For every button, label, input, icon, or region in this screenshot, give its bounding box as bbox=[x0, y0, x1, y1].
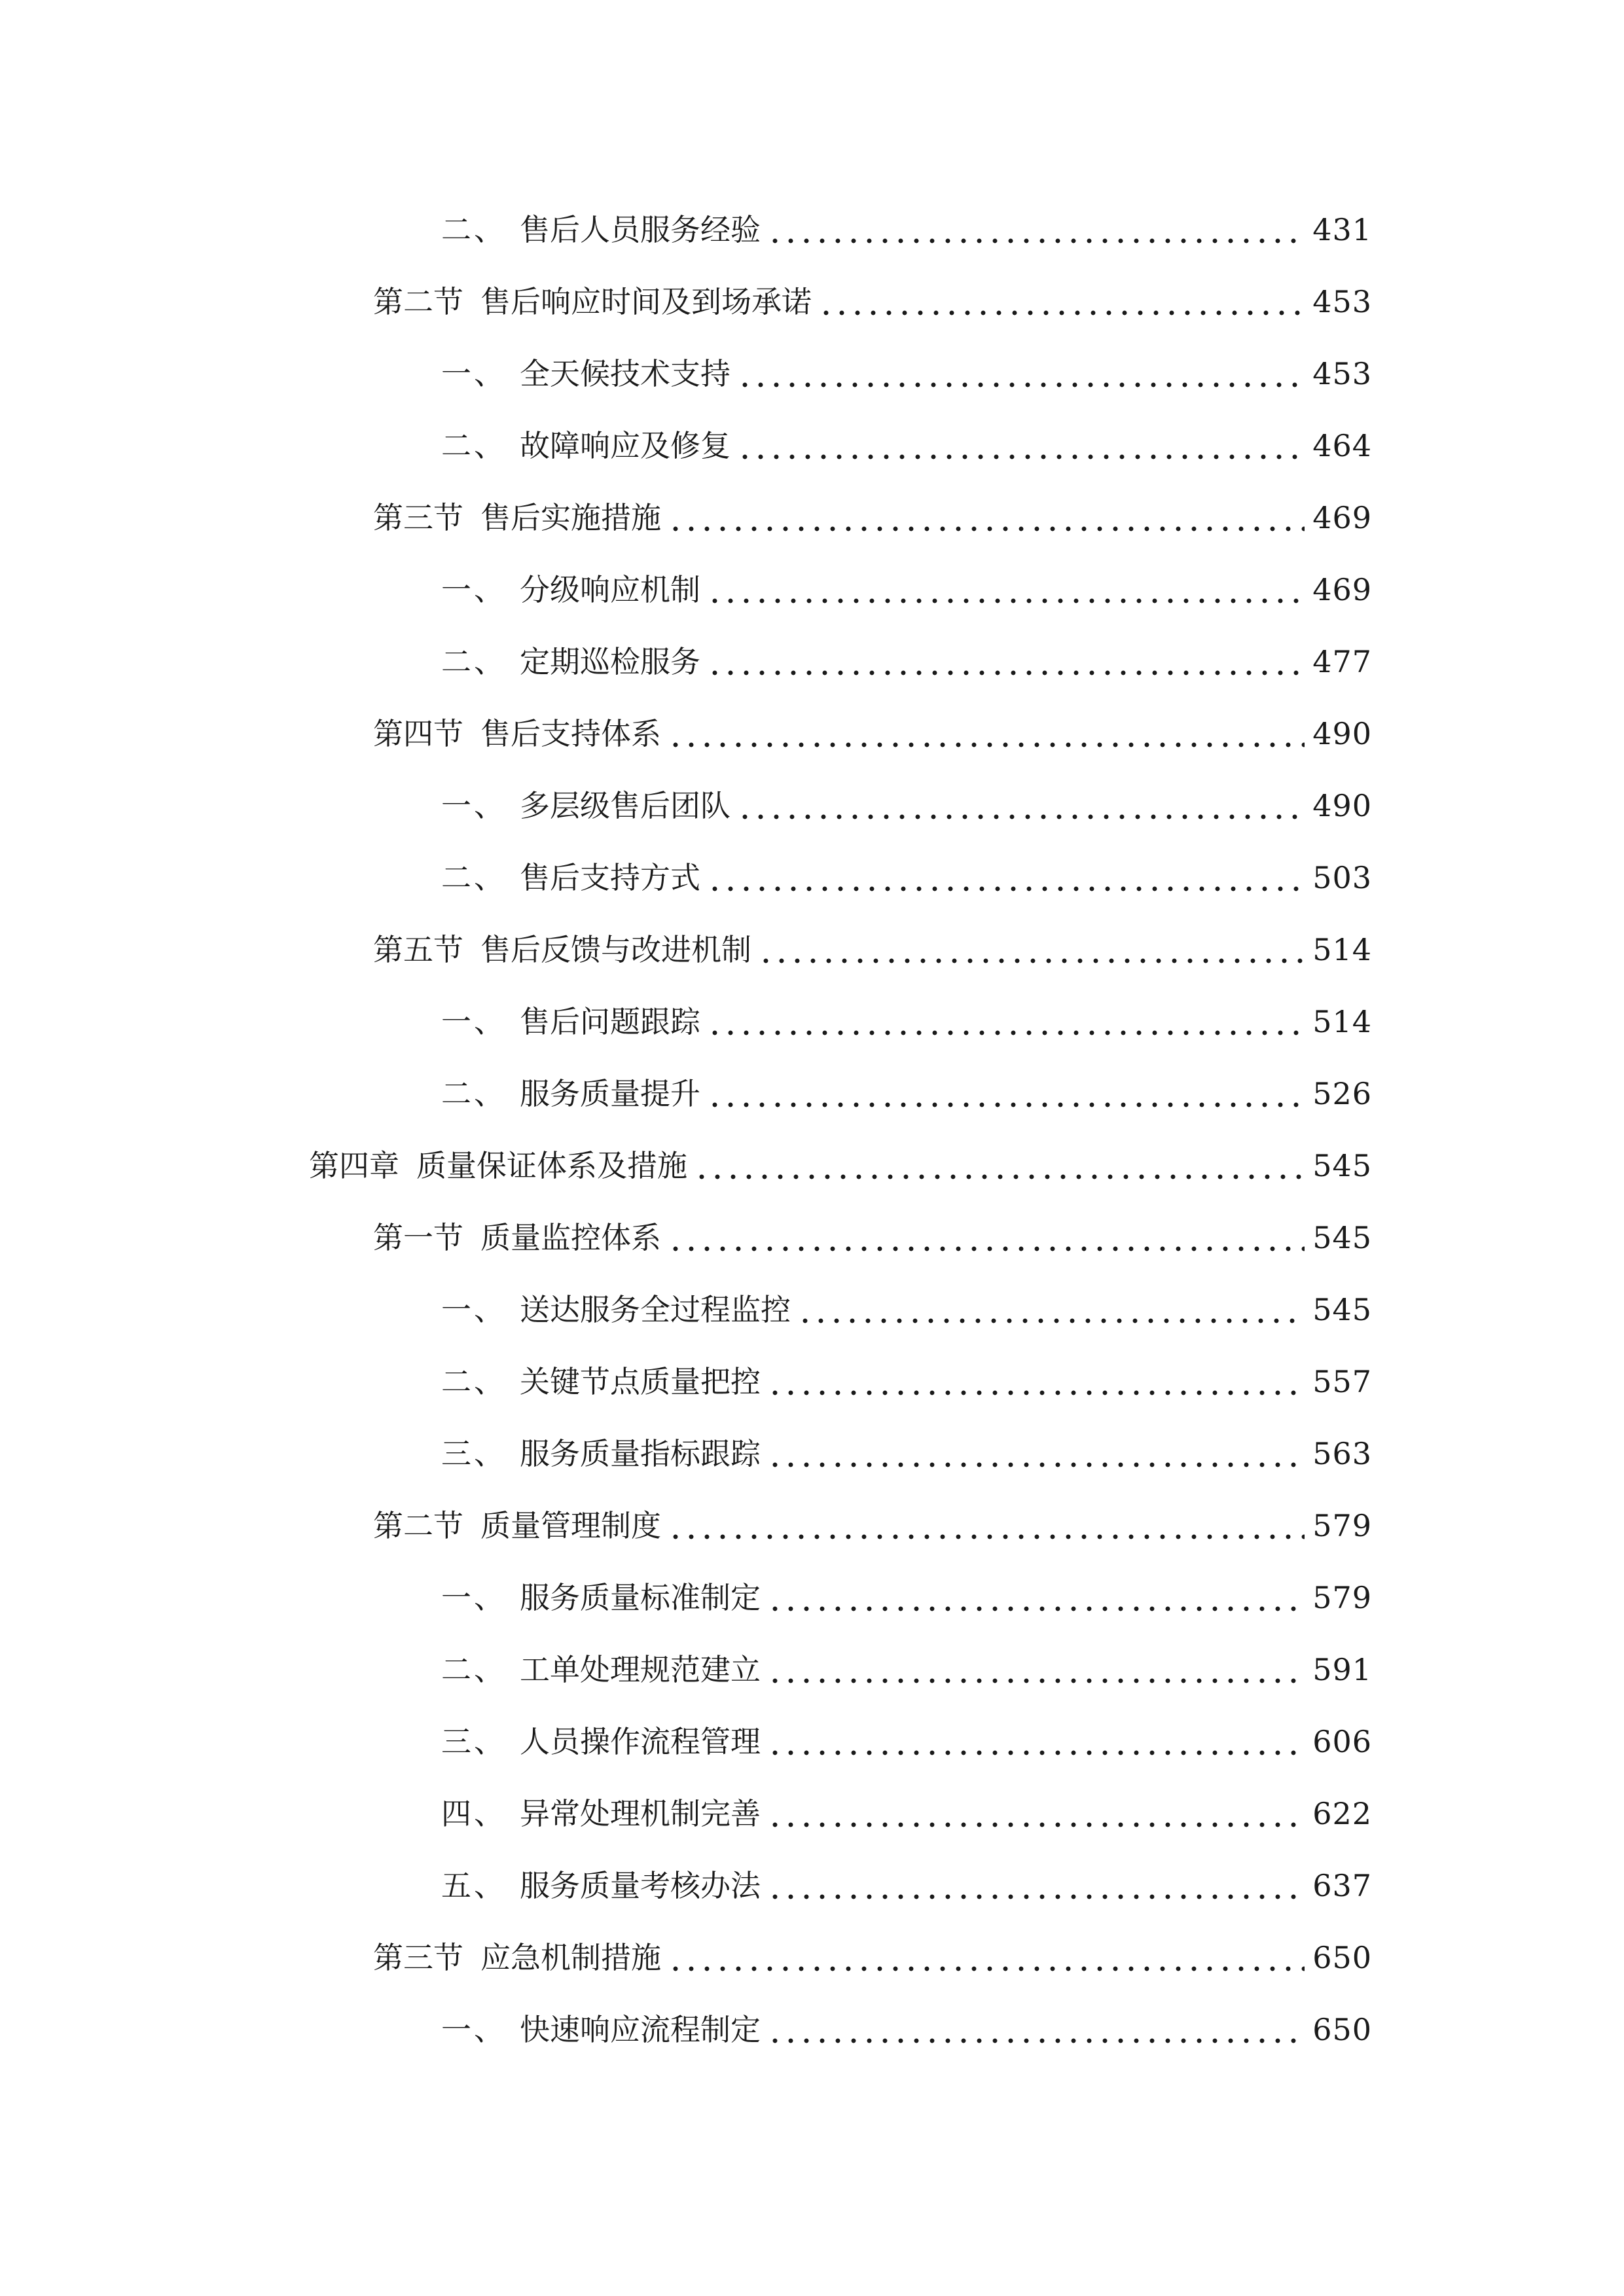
toc-entry-title: 工单处理规范建立 bbox=[520, 1652, 761, 1687]
toc-entry-title: 送达服务全过程监控 bbox=[520, 1292, 791, 1327]
toc-entry[interactable] bbox=[373, 711, 1372, 757]
toc-entry-title: 服务质量标准制定 bbox=[520, 1580, 761, 1615]
toc-entry-page: 453 bbox=[1312, 356, 1372, 391]
toc-entry-title: 定期巡检服务 bbox=[520, 644, 700, 679]
toc-entry[interactable] bbox=[441, 783, 1372, 829]
dot-leader bbox=[707, 1071, 1305, 1117]
toc-entry-page: 514 bbox=[1312, 1004, 1372, 1039]
dot-leader bbox=[767, 1431, 1305, 1477]
toc-entry-page: 637 bbox=[1312, 1868, 1372, 1903]
toc-entry[interactable] bbox=[373, 927, 1372, 973]
dot-leader bbox=[767, 1575, 1305, 1621]
dot-leader bbox=[668, 1935, 1305, 1981]
toc-entry-page: 650 bbox=[1312, 1940, 1372, 1975]
toc-entry-title: 售后反馈与改进机制 bbox=[480, 932, 751, 967]
toc-entry-number: 一、 bbox=[441, 2012, 507, 2047]
toc-entry-number: 第二节 bbox=[373, 1508, 463, 1543]
toc-entry[interactable] bbox=[441, 1359, 1372, 1405]
toc-entry-page: 579 bbox=[1312, 1508, 1372, 1543]
toc-entry[interactable] bbox=[373, 1935, 1372, 1981]
toc-entry-number: 第四章 bbox=[309, 1148, 399, 1183]
toc-entry-page: 431 bbox=[1312, 212, 1372, 247]
toc-entry-number: 二、 bbox=[441, 1076, 507, 1111]
toc-entry[interactable] bbox=[441, 1431, 1372, 1477]
toc-entry-title: 服务质量指标跟踪 bbox=[520, 1436, 761, 1471]
toc-entry-title: 售后问题跟踪 bbox=[520, 1004, 700, 1039]
dot-leader bbox=[707, 639, 1305, 685]
toc-entry-page: 453 bbox=[1312, 284, 1372, 319]
dot-leader bbox=[767, 1359, 1305, 1405]
toc-entry-title: 售后支持方式 bbox=[520, 860, 700, 895]
toc-entry-number: 二、 bbox=[441, 860, 507, 895]
dot-leader bbox=[737, 351, 1305, 397]
toc-entry-number: 五、 bbox=[441, 1868, 507, 1903]
dot-leader bbox=[767, 2007, 1305, 2053]
toc-entry-page: 579 bbox=[1312, 1580, 1372, 1615]
toc-entry[interactable] bbox=[309, 1143, 1372, 1189]
toc-entry-number: 一、 bbox=[441, 1580, 507, 1615]
dot-leader bbox=[737, 783, 1305, 829]
toc-entry-number: 一、 bbox=[441, 788, 507, 823]
toc-entry-title: 质量监控体系 bbox=[480, 1220, 661, 1255]
toc-entry-page: 545 bbox=[1312, 1292, 1372, 1327]
dot-leader bbox=[737, 423, 1305, 469]
dot-leader bbox=[767, 207, 1305, 253]
toc-entry[interactable] bbox=[441, 1071, 1372, 1117]
toc-entry[interactable] bbox=[373, 495, 1372, 541]
toc-entry-number: 二、 bbox=[441, 1652, 507, 1687]
toc-entry-number: 第三节 bbox=[373, 1940, 463, 1975]
dot-leader bbox=[767, 1791, 1305, 1837]
toc-entry[interactable] bbox=[373, 1503, 1372, 1549]
toc-entry-page: 514 bbox=[1312, 932, 1372, 967]
toc-entry[interactable] bbox=[441, 567, 1372, 613]
toc-entry-page: 622 bbox=[1312, 1796, 1372, 1831]
toc-entry[interactable] bbox=[441, 423, 1372, 469]
toc-entry-title: 质量保证体系及措施 bbox=[416, 1148, 687, 1183]
toc-entry-title: 异常处理机制完善 bbox=[520, 1796, 761, 1831]
dot-leader bbox=[707, 855, 1305, 901]
toc-entry-page: 606 bbox=[1312, 1724, 1372, 1759]
dot-leader bbox=[707, 999, 1305, 1045]
toc-entry-title: 服务质量提升 bbox=[520, 1076, 700, 1111]
toc-entry-title: 关键节点质量把控 bbox=[520, 1364, 761, 1399]
toc-entry-page: 469 bbox=[1312, 572, 1372, 607]
toc-entry-number: 第四节 bbox=[373, 716, 463, 751]
toc-entry[interactable] bbox=[441, 207, 1372, 253]
toc-entry[interactable] bbox=[441, 855, 1372, 901]
toc-entry-number: 第五节 bbox=[373, 932, 463, 967]
toc-entry-page: 464 bbox=[1312, 428, 1372, 463]
toc-entry[interactable] bbox=[441, 1287, 1372, 1333]
toc-entry-title: 售后支持体系 bbox=[480, 716, 661, 751]
toc-entry-number: 二、 bbox=[441, 644, 507, 679]
toc-entry-page: 650 bbox=[1312, 2012, 1372, 2047]
toc-entry-page: 526 bbox=[1312, 1076, 1372, 1111]
toc-entry-page: 557 bbox=[1312, 1364, 1372, 1399]
dot-leader bbox=[818, 279, 1305, 325]
toc-entry-title: 售后响应时间及到场承诺 bbox=[480, 284, 812, 319]
toc-entry[interactable] bbox=[441, 999, 1372, 1045]
toc-entry-number: 一、 bbox=[441, 572, 507, 607]
toc-entry-page: 490 bbox=[1312, 716, 1372, 751]
toc-entry[interactable] bbox=[441, 351, 1372, 397]
dot-leader bbox=[668, 1503, 1305, 1549]
toc-entry[interactable] bbox=[441, 1575, 1372, 1621]
dot-leader bbox=[707, 567, 1305, 613]
toc-entry-number: 二、 bbox=[441, 212, 507, 247]
toc-entry-page: 477 bbox=[1312, 644, 1372, 679]
toc-entry[interactable] bbox=[373, 279, 1372, 325]
toc-entry-number: 一、 bbox=[441, 356, 507, 391]
toc-entry-title: 人员操作流程管理 bbox=[520, 1724, 761, 1759]
toc-entry[interactable] bbox=[441, 639, 1372, 685]
dot-leader bbox=[694, 1143, 1305, 1189]
toc-entry[interactable] bbox=[441, 1863, 1372, 1909]
toc-entry[interactable] bbox=[441, 2007, 1372, 2053]
toc-entry-title: 分级响应机制 bbox=[520, 572, 700, 607]
toc-entry-title: 质量管理制度 bbox=[480, 1508, 661, 1543]
toc-entry-number: 二、 bbox=[441, 428, 507, 463]
toc-entry-page: 490 bbox=[1312, 788, 1372, 823]
dot-leader bbox=[668, 495, 1305, 541]
toc-entry-page: 545 bbox=[1312, 1148, 1372, 1183]
toc-entry-number: 第三节 bbox=[373, 500, 463, 535]
dot-leader bbox=[797, 1287, 1305, 1333]
toc-entry-title: 故障响应及修复 bbox=[520, 428, 731, 463]
toc-entry-page: 503 bbox=[1312, 860, 1372, 895]
toc-entry-title: 售后人员服务经验 bbox=[520, 212, 761, 247]
toc-entry-number: 四、 bbox=[441, 1796, 507, 1831]
toc-entry-number: 三、 bbox=[441, 1436, 507, 1471]
toc-entry-title: 快速响应流程制定 bbox=[520, 2012, 761, 2047]
toc-entry-number: 第一节 bbox=[373, 1220, 463, 1255]
toc-entry-title: 多层级售后团队 bbox=[520, 788, 731, 823]
toc-entry-title: 服务质量考核办法 bbox=[520, 1868, 761, 1903]
toc-entry-title: 售后实施措施 bbox=[480, 500, 661, 535]
dot-leader bbox=[767, 1863, 1305, 1909]
toc-entry-number: 第二节 bbox=[373, 284, 463, 319]
toc-entry-number: 一、 bbox=[441, 1292, 507, 1327]
toc-entry[interactable] bbox=[441, 1719, 1372, 1765]
toc-entry-page: 469 bbox=[1312, 500, 1372, 535]
toc-entry[interactable] bbox=[441, 1791, 1372, 1837]
toc-entry-number: 一、 bbox=[441, 1004, 507, 1039]
toc-entry[interactable] bbox=[441, 1647, 1372, 1693]
toc-entry[interactable] bbox=[373, 1215, 1372, 1261]
toc-entry-number: 三、 bbox=[441, 1724, 507, 1759]
dot-leader bbox=[668, 711, 1305, 757]
dot-leader bbox=[767, 1647, 1305, 1693]
dot-leader bbox=[668, 1215, 1305, 1261]
toc-entry-page: 545 bbox=[1312, 1220, 1372, 1255]
dot-leader bbox=[767, 1719, 1305, 1765]
toc-entry-title: 应急机制措施 bbox=[480, 1940, 661, 1975]
toc-entry-number: 二、 bbox=[441, 1364, 507, 1399]
toc-entry-page: 563 bbox=[1312, 1436, 1372, 1471]
toc-entry-page: 591 bbox=[1312, 1652, 1372, 1687]
dot-leader bbox=[758, 927, 1305, 973]
toc-entry-title: 全天候技术支持 bbox=[520, 356, 731, 391]
